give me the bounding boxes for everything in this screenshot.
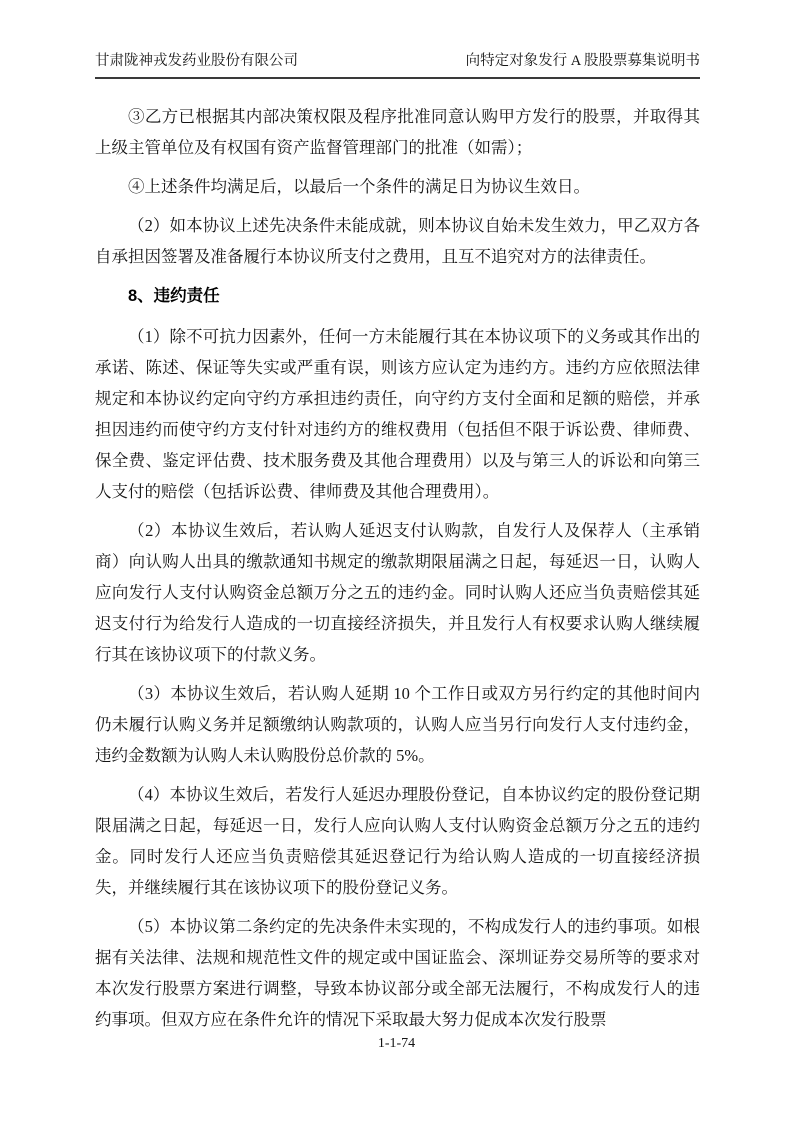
page-number: 1-1-74 <box>377 1036 416 1051</box>
paragraph-condition-3: ③乙方已根据其内部决策权限及程序批准同意认购甲方发行的股票，并取得其上级主管单位及有权国有资产监督管理部门的批准（如需）； <box>95 107 700 157</box>
header-company-name: 甘肃陇神戎发药业股份有限公司 <box>95 53 298 69</box>
page-content <box>95 50 700 1039</box>
document-body <box>95 97 700 1039</box>
page-header <box>95 50 700 79</box>
paragraph-condition-4: ④上述条件均满足后，以最后一个条件的满足日为协议生效日。 <box>128 177 590 196</box>
section-heading-breach-liability: 8、违约责任 <box>128 287 220 305</box>
paragraph-condition-failure: （2）如本协议上述先决条件未能成就，则本协议自始未发生效力，甲乙双方各自承担因签署及准备履行本协议所支付之费用，且互不追究对方的法律责任。 <box>95 216 700 266</box>
paragraph-breach-5: （5）本协议第二条约定的先决条件未实现的，不构成发行人的违约事项。如根据有关法律、法规和规范性文件的规定或中国证监会、深圳证券交易所等的要求对本次发行股票方案进行调整，导致本协议部分或全部无法履行，不构成发行人的违约事项。但双方应在条件允许的情况下采取最大努力促成本次发行股票 <box>95 917 700 1029</box>
paragraph-breach-3: （3）本协议生效后，若认购人延期 10 个工作日或双方另行约定的其他时间内仍未履行认购义务并足额缴纳认购款项的，认购人应当另行向发行人支付违约金，违约金数额为认购人未认购股份总价款的 5%。 <box>95 684 700 765</box>
page-footer <box>0 1036 793 1052</box>
header-document-title: 向特定对象发行 A 股股票募集说明书 <box>465 53 700 69</box>
paragraph-breach-4: （4）本协议生效后，若发行人延迟办理股份登记，自本协议约定的股份登记期限届满之日起，每延迟一日，发行人应向认购人支付认购资金总额万分之五的违约金。同时发行人还应当负责赔偿其延迟登记行为给认购人造成的一切直接经济损失，并继续履行其在该协议项下的股份登记义务。 <box>95 785 700 897</box>
paragraph-breach-2: （2）本协议生效后，若认购人延迟支付认购款，自发行人及保荐人（主承销商）向认购人出具的缴款通知书规定的缴款期限届满之日起，每延迟一日，认购人应向发行人支付认购资金总额万分之五的违约金。同时认购人还应当负责赔偿其延迟支付行为给发行人造成的一切直接经济损失，并且发行人有权要求认购人继续履行其在该协议项下的付款义务。 <box>95 521 700 664</box>
paragraph-breach-1: （1）除不可抗力因素外，任何一方未能履行其在本协议项下的义务或其作出的承诺、陈述、保证等失实或严重有误，则该方应认定为违约方。违约方应依照法律规定和本协议约定向守约方承担违约责任，向守约方支付全面和足额的赔偿，并承担因违约而使守约方支付针对违约方的维权费用（包括但不限于诉讼费、律师费、保全费、鉴定评估费、技术服务费及其他合理费用）以及与第三人的诉讼和向第三人支付的赔偿（包括诉讼费、律师费及其他合理费用）。 <box>95 327 700 501</box>
